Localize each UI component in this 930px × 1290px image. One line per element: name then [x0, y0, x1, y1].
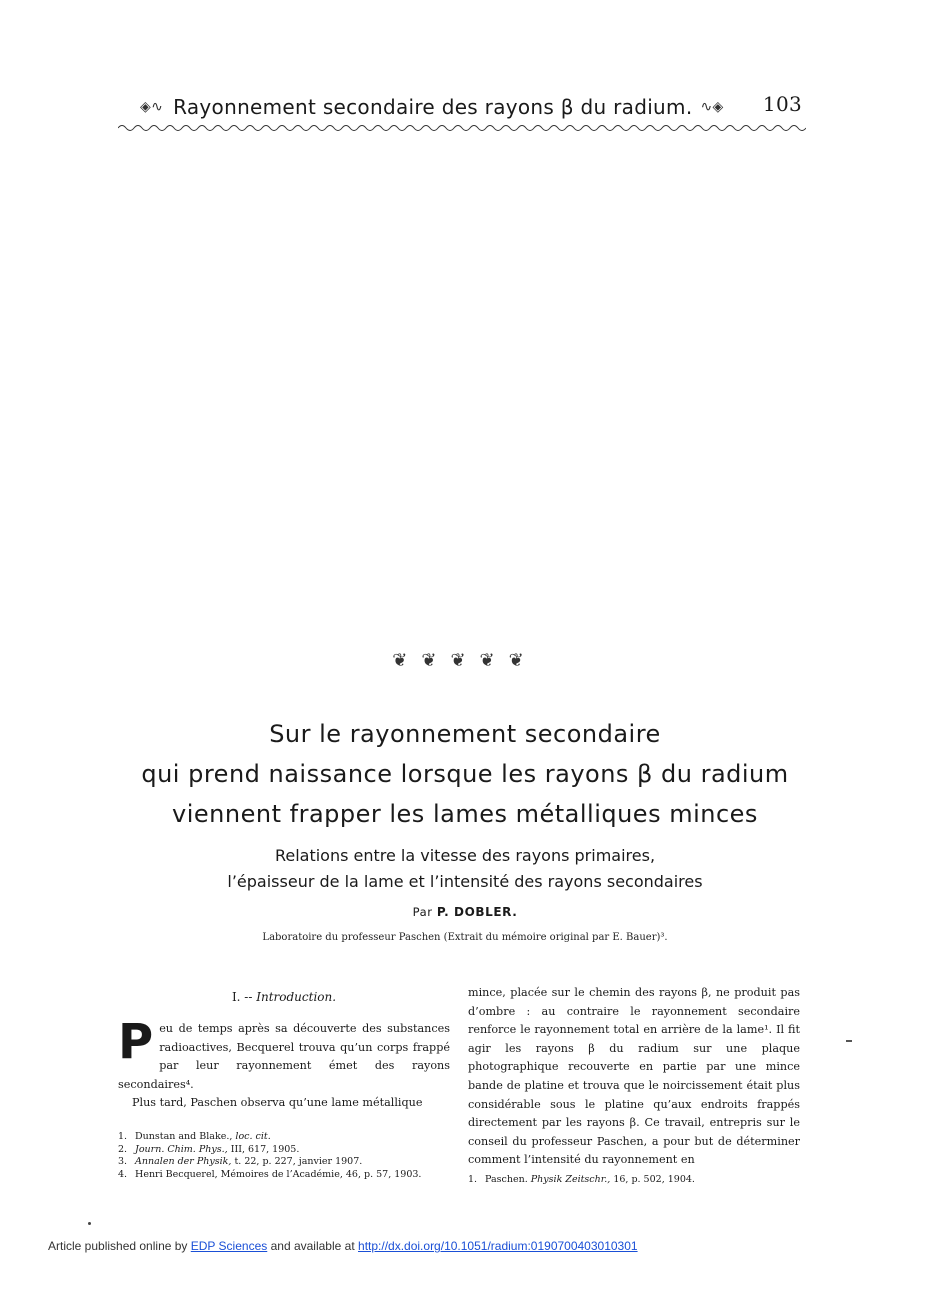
footnote-italic: Physik Zeitschr., [530, 1174, 611, 1185]
footnote-number: 1. [468, 1174, 478, 1185]
author-name: P. DOBLER. [436, 905, 518, 919]
header-wavy-rule [118, 122, 806, 134]
intro-text: eu de temps après sa découverte des substances radioactives, Becquerel trouva qu’un corps frappé par leur rayonnement émet des rayons secondaires⁴. [118, 1022, 450, 1091]
drop-cap: P [118, 1014, 154, 1070]
footnote [118, 1131, 458, 1144]
footnote-number: 2. [118, 1143, 128, 1155]
footnote-text: Paschen. [485, 1174, 528, 1185]
byline-prefix: Par [412, 905, 433, 919]
section-number: I. -- [231, 990, 253, 1004]
footnote-number: 4. [118, 1168, 128, 1180]
second-paragraph: Plus tard, Paschen observa qu’une lame métallique [132, 1096, 423, 1110]
footnote-italic: Annalen der Physik, [135, 1156, 232, 1167]
title-line-3: viennent frapper les lames métalliques minces [172, 800, 758, 828]
footnote-text: Dunstan and Blake., [135, 1131, 233, 1142]
title-line-1: Sur le rayonnement secondaire [269, 720, 661, 748]
footnote-text: t. 22, p. 227, janvier 1907. [234, 1156, 363, 1167]
header-ornament-right: ∿◈ [700, 99, 724, 115]
footnote-italic: Journ. Chim. Phys., [135, 1143, 228, 1155]
title-line-2: qui prend naissance lorsque les rayons β du radium [141, 760, 789, 788]
margin-mark [846, 1040, 852, 1042]
footnote-text: III, 617, 1905. [230, 1143, 300, 1155]
affiliation: Laboratoire du professeur Paschen (Extrait du mémoire original par E. Bauer)³. [262, 932, 668, 943]
article-title [60, 714, 870, 834]
footnote [118, 1144, 458, 1157]
subtitle-line-2: l’épaisseur de la lame et l’intensité des rayons secondaires [227, 872, 703, 891]
running-title: Rayonnement secondaire des rayons β du radium. [173, 95, 693, 119]
footnotes-left [118, 1131, 458, 1181]
pubnote-prefix: Article published online by [48, 1239, 188, 1253]
byline [250, 905, 680, 919]
footnote-italic: loc. cit. [235, 1131, 271, 1142]
speck [88, 1222, 91, 1225]
left-column [118, 1014, 450, 1113]
section-title: Introduction. [256, 990, 337, 1004]
intro-paragraph [118, 1014, 450, 1094]
footnote-text: Henri Becquerel, Mémoires de l’Académie, 46, p. 57, 1903. [135, 1168, 422, 1180]
page-number: 103 [762, 92, 802, 116]
publication-note [48, 1239, 888, 1253]
section-heading [118, 990, 450, 1004]
footnote-number: 1. [118, 1131, 128, 1142]
footnote [118, 1156, 458, 1169]
running-header [140, 92, 810, 122]
footnote-text: 16, p. 502, 1904. [613, 1174, 695, 1185]
header-ornament-left: ◈∿ [140, 99, 164, 115]
right-column: mince, placée sur le chemin des rayons β, ne produit pas d’ombre : au contraire le rayonnement secondaire renforce le rayonnement total en arrière de la lame¹. Il fit agir les rayons β du radium sur une plaque photographique recouverte en partie par une mince bande de platine et trouva que le noircissement était plus considérable sous le platine qu’aux endroits frappés directement par les rayons β. Ce travail, entrepris sur le conseil du professeur Paschen, a pour but de déterminer comment l’intensité du rayonnement en [468, 986, 800, 1167]
doi-link[interactable]: http://dx.doi.org/10.1051/radium:0190700403010301 [358, 1239, 638, 1253]
publisher-link[interactable]: EDP Sciences [190, 1239, 268, 1253]
pubnote-middle: and available at [270, 1239, 355, 1253]
article-subtitle [100, 843, 830, 895]
footnote-right [468, 1174, 808, 1187]
subtitle-line-1: Relations entre la vitesse des rayons primaires, [274, 846, 656, 865]
footnote-number: 3. [118, 1156, 128, 1167]
fleuron-ornaments: ❦❦❦❦❦ [392, 650, 538, 671]
footnote [118, 1169, 458, 1182]
